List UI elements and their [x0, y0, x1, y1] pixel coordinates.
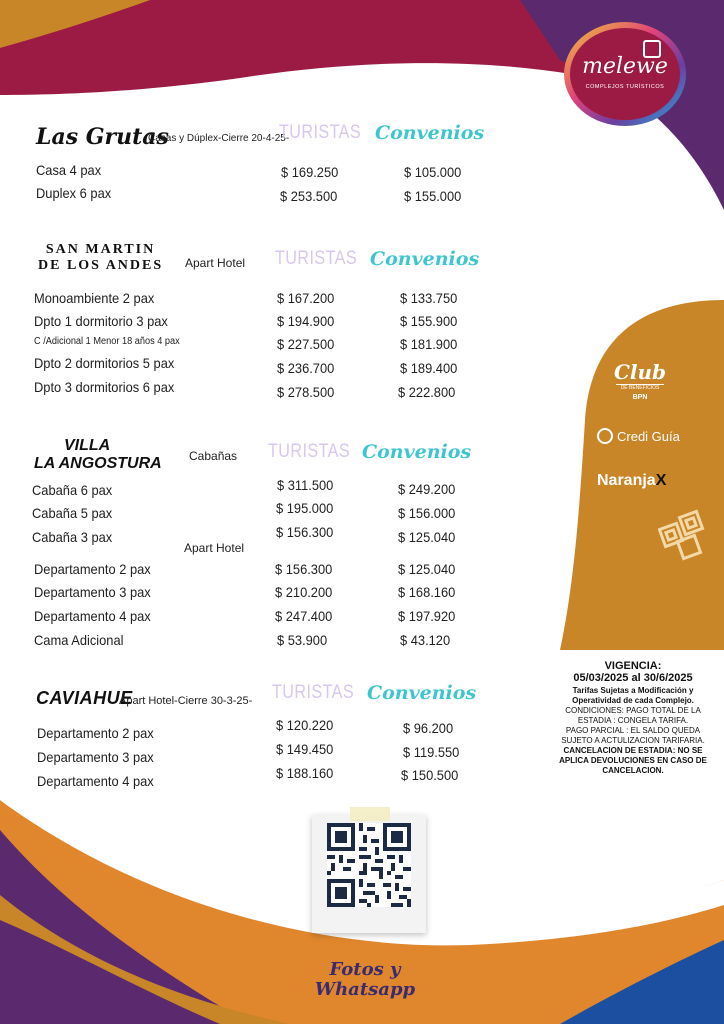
villa-angostura-row-convenios: $ 125.040 [398, 561, 456, 577]
villa-angostura-subtitle: Cabañas [189, 449, 238, 463]
caviahue-row-convenios: $ 150.500 [401, 767, 459, 783]
villa-angostura-row-convenios: $ 125.040 [398, 529, 456, 545]
naranja-x-logo [597, 472, 666, 490]
las-grutas-row-convenios: $ 105.000 [404, 164, 462, 180]
san-martin-row-turistas: $ 278.500 [277, 384, 335, 400]
brand-tagline: COMPLEJOS TURÍSTICOS [585, 84, 665, 90]
brand-glyph-icon [643, 40, 661, 58]
vigencia-partial: PAGO PARCIAL : EL SALDO QUEDA SUJETO A ACTULIZACION TARIFARIA. [561, 726, 705, 745]
club-bpn: BPN [632, 394, 648, 401]
brand-logo [563, 22, 687, 126]
qr-code-icon[interactable] [327, 823, 411, 907]
villa-angostura-row-name: Departamento 4 pax [34, 608, 151, 624]
san-martin-row-name: C /Adicional 1 Menor 18 años 4 pax [34, 336, 180, 347]
qr-card[interactable] [312, 815, 426, 933]
las-grutas-row-name: Duplex 6 pax [36, 185, 112, 201]
villa-angostura-row-turistas: $ 210.200 [275, 584, 333, 600]
credi-guia-logo [597, 428, 680, 444]
villa-angostura-row-name: Cabaña 5 pax [32, 505, 113, 521]
san-martin-title-line1: SAN MARTIN [45, 242, 156, 257]
las-grutas-row-turistas: $ 253.500 [280, 188, 338, 204]
club-title: Club [613, 360, 667, 384]
san-martin-row-convenios: $ 133.750 [400, 290, 458, 306]
club-bpn-logo [610, 362, 670, 401]
villa-angostura-row-turistas: $ 156.300 [276, 524, 334, 540]
villa-angostura-row-name: Departamento 3 pax [34, 584, 151, 600]
naranja-x-mark: X [655, 472, 667, 489]
club-subtitle: DE BENEFICIOS [616, 384, 664, 391]
villa-angostura-title [34, 437, 162, 473]
san-martin-row-turistas: $ 227.500 [277, 336, 335, 352]
villa-angostura-row-name: Cabaña 3 pax [32, 529, 113, 545]
caviahue-convenios-header: Convenios [367, 682, 477, 704]
san-martin-row-name: Dpto 1 dormitorio 3 pax [34, 313, 168, 329]
villa-angostura-row-turistas: $ 53.900 [277, 632, 328, 648]
san-martin-row-turistas: $ 236.700 [277, 360, 335, 376]
vigencia-title: VIGENCIA: [604, 660, 662, 672]
san-martin-convenios-header: Convenios [370, 248, 480, 270]
caviahue-row-convenios: $ 96.200 [403, 720, 454, 736]
san-martin-row-convenios: $ 222.800 [398, 384, 456, 400]
credi-guia-icon [597, 428, 613, 444]
villa-angostura-row-turistas: $ 195.000 [276, 500, 334, 516]
villa-angostura-title-line1: VILLA [64, 437, 111, 454]
caviahue-title: CAVIAHUE [36, 688, 133, 708]
caviahue-turistas-header: TURISTAS [272, 682, 355, 703]
villa-angostura-row-convenios: $ 168.160 [398, 584, 456, 600]
las-grutas-row-turistas: $ 169.250 [281, 164, 339, 180]
villa-angostura-convenios-header: Convenios [362, 441, 472, 463]
caviahue-row-name: Departamento 4 pax [37, 773, 154, 789]
credi-guia-label: Credi Guía [617, 429, 680, 444]
san-martin-row-turistas: $ 167.200 [277, 290, 335, 306]
vigencia-block [553, 660, 713, 776]
villa-angostura-row-convenios: $ 249.200 [398, 481, 456, 497]
caviahue-row-name: Departamento 2 pax [37, 725, 154, 741]
footer-photos-whatsapp[interactable] [300, 960, 430, 1000]
naranja-label: Naranja [597, 472, 656, 489]
villa-angostura-row-convenios: $ 43.120 [400, 632, 451, 648]
san-martin-title-line2: DE LOS ANDES [38, 258, 164, 273]
san-martin-row-name: Dpto 2 dormitorios 5 pax [34, 355, 175, 371]
san-martin-title [38, 242, 163, 274]
san-martin-row-convenios: $ 189.400 [400, 360, 458, 376]
san-martin-row-convenios: $ 155.900 [400, 313, 458, 329]
san-martin-row-turistas: $ 194.900 [277, 313, 335, 329]
vigencia-cancel: CANCELACION DE ESTADIA: NO SE APLICA DEVOLUCIONES EN CASO DE CANCELACION. [559, 746, 707, 775]
villa-angostura-row-convenios: $ 156.000 [398, 505, 456, 521]
san-martin-row-convenios: $ 181.900 [400, 336, 458, 352]
san-martin-row-name: Dpto 3 dormitorios 6 pax [34, 379, 175, 395]
las-grutas-title: Las Grutas [36, 124, 169, 150]
caviahue-row-turistas: $ 149.450 [276, 741, 334, 757]
vigencia-note: Tarifas Sujetas a Modificación y Operatividad de cada Complejo. [572, 686, 694, 705]
san-martin-row-name: Monoambiente 2 pax [34, 290, 155, 306]
caviahue-row-convenios: $ 119.550 [403, 744, 460, 760]
villa-angostura-title-line2: LA ANGOSTURA [34, 455, 162, 472]
las-grutas-row-name: Casa 4 pax [36, 162, 102, 178]
villa-angostura-row-turistas: $ 247.400 [275, 608, 333, 624]
caviahue-row-turistas: $ 120.220 [276, 717, 334, 733]
las-grutas-row-convenios: $ 155.000 [404, 188, 462, 204]
villa-angostura-subtitle-apart: Apart Hotel [184, 541, 245, 555]
las-grutas-subtitle: Casas y Dúplex-Cierre 20-4-25- [148, 133, 290, 144]
villa-angostura-row-name: Departamento 2 pax [34, 561, 151, 577]
san-martin-turistas-header: TURISTAS [275, 248, 358, 269]
vigencia-dates: 05/03/2025 al 30/6/2025 [573, 672, 693, 684]
villa-angostura-row-name: Cama Adicional [34, 632, 124, 648]
footer-line2: Whatsapp [314, 979, 416, 1000]
caviahue-subtitle: Apart Hotel-Cierre 30-3-25- [119, 695, 253, 707]
vigencia-conditions: CONDICIONES: PAGO TOTAL DE LA ESTADIA : CONGELA TARIFA. [565, 706, 701, 725]
las-grutas-convenios-header: Convenios [375, 122, 485, 144]
las-grutas-turistas-header: TURISTAS [279, 122, 362, 143]
villa-angostura-row-turistas: $ 156.300 [275, 561, 333, 577]
caviahue-row-name: Departamento 3 pax [37, 749, 154, 765]
villa-angostura-row-name: Cabaña 6 pax [32, 482, 113, 498]
decorative-pattern-icon [658, 508, 712, 562]
san-martin-subtitle: Apart Hotel [185, 256, 246, 270]
villa-angostura-row-turistas: $ 311.500 [277, 477, 334, 493]
villa-angostura-row-convenios: $ 197.920 [398, 608, 456, 624]
tape-strip [350, 807, 390, 821]
footer-line1: Fotos y [329, 959, 401, 980]
brand-name: melewe [582, 54, 668, 79]
caviahue-row-turistas: $ 188.160 [276, 765, 334, 781]
villa-angostura-turistas-header: TURISTAS [268, 441, 351, 462]
